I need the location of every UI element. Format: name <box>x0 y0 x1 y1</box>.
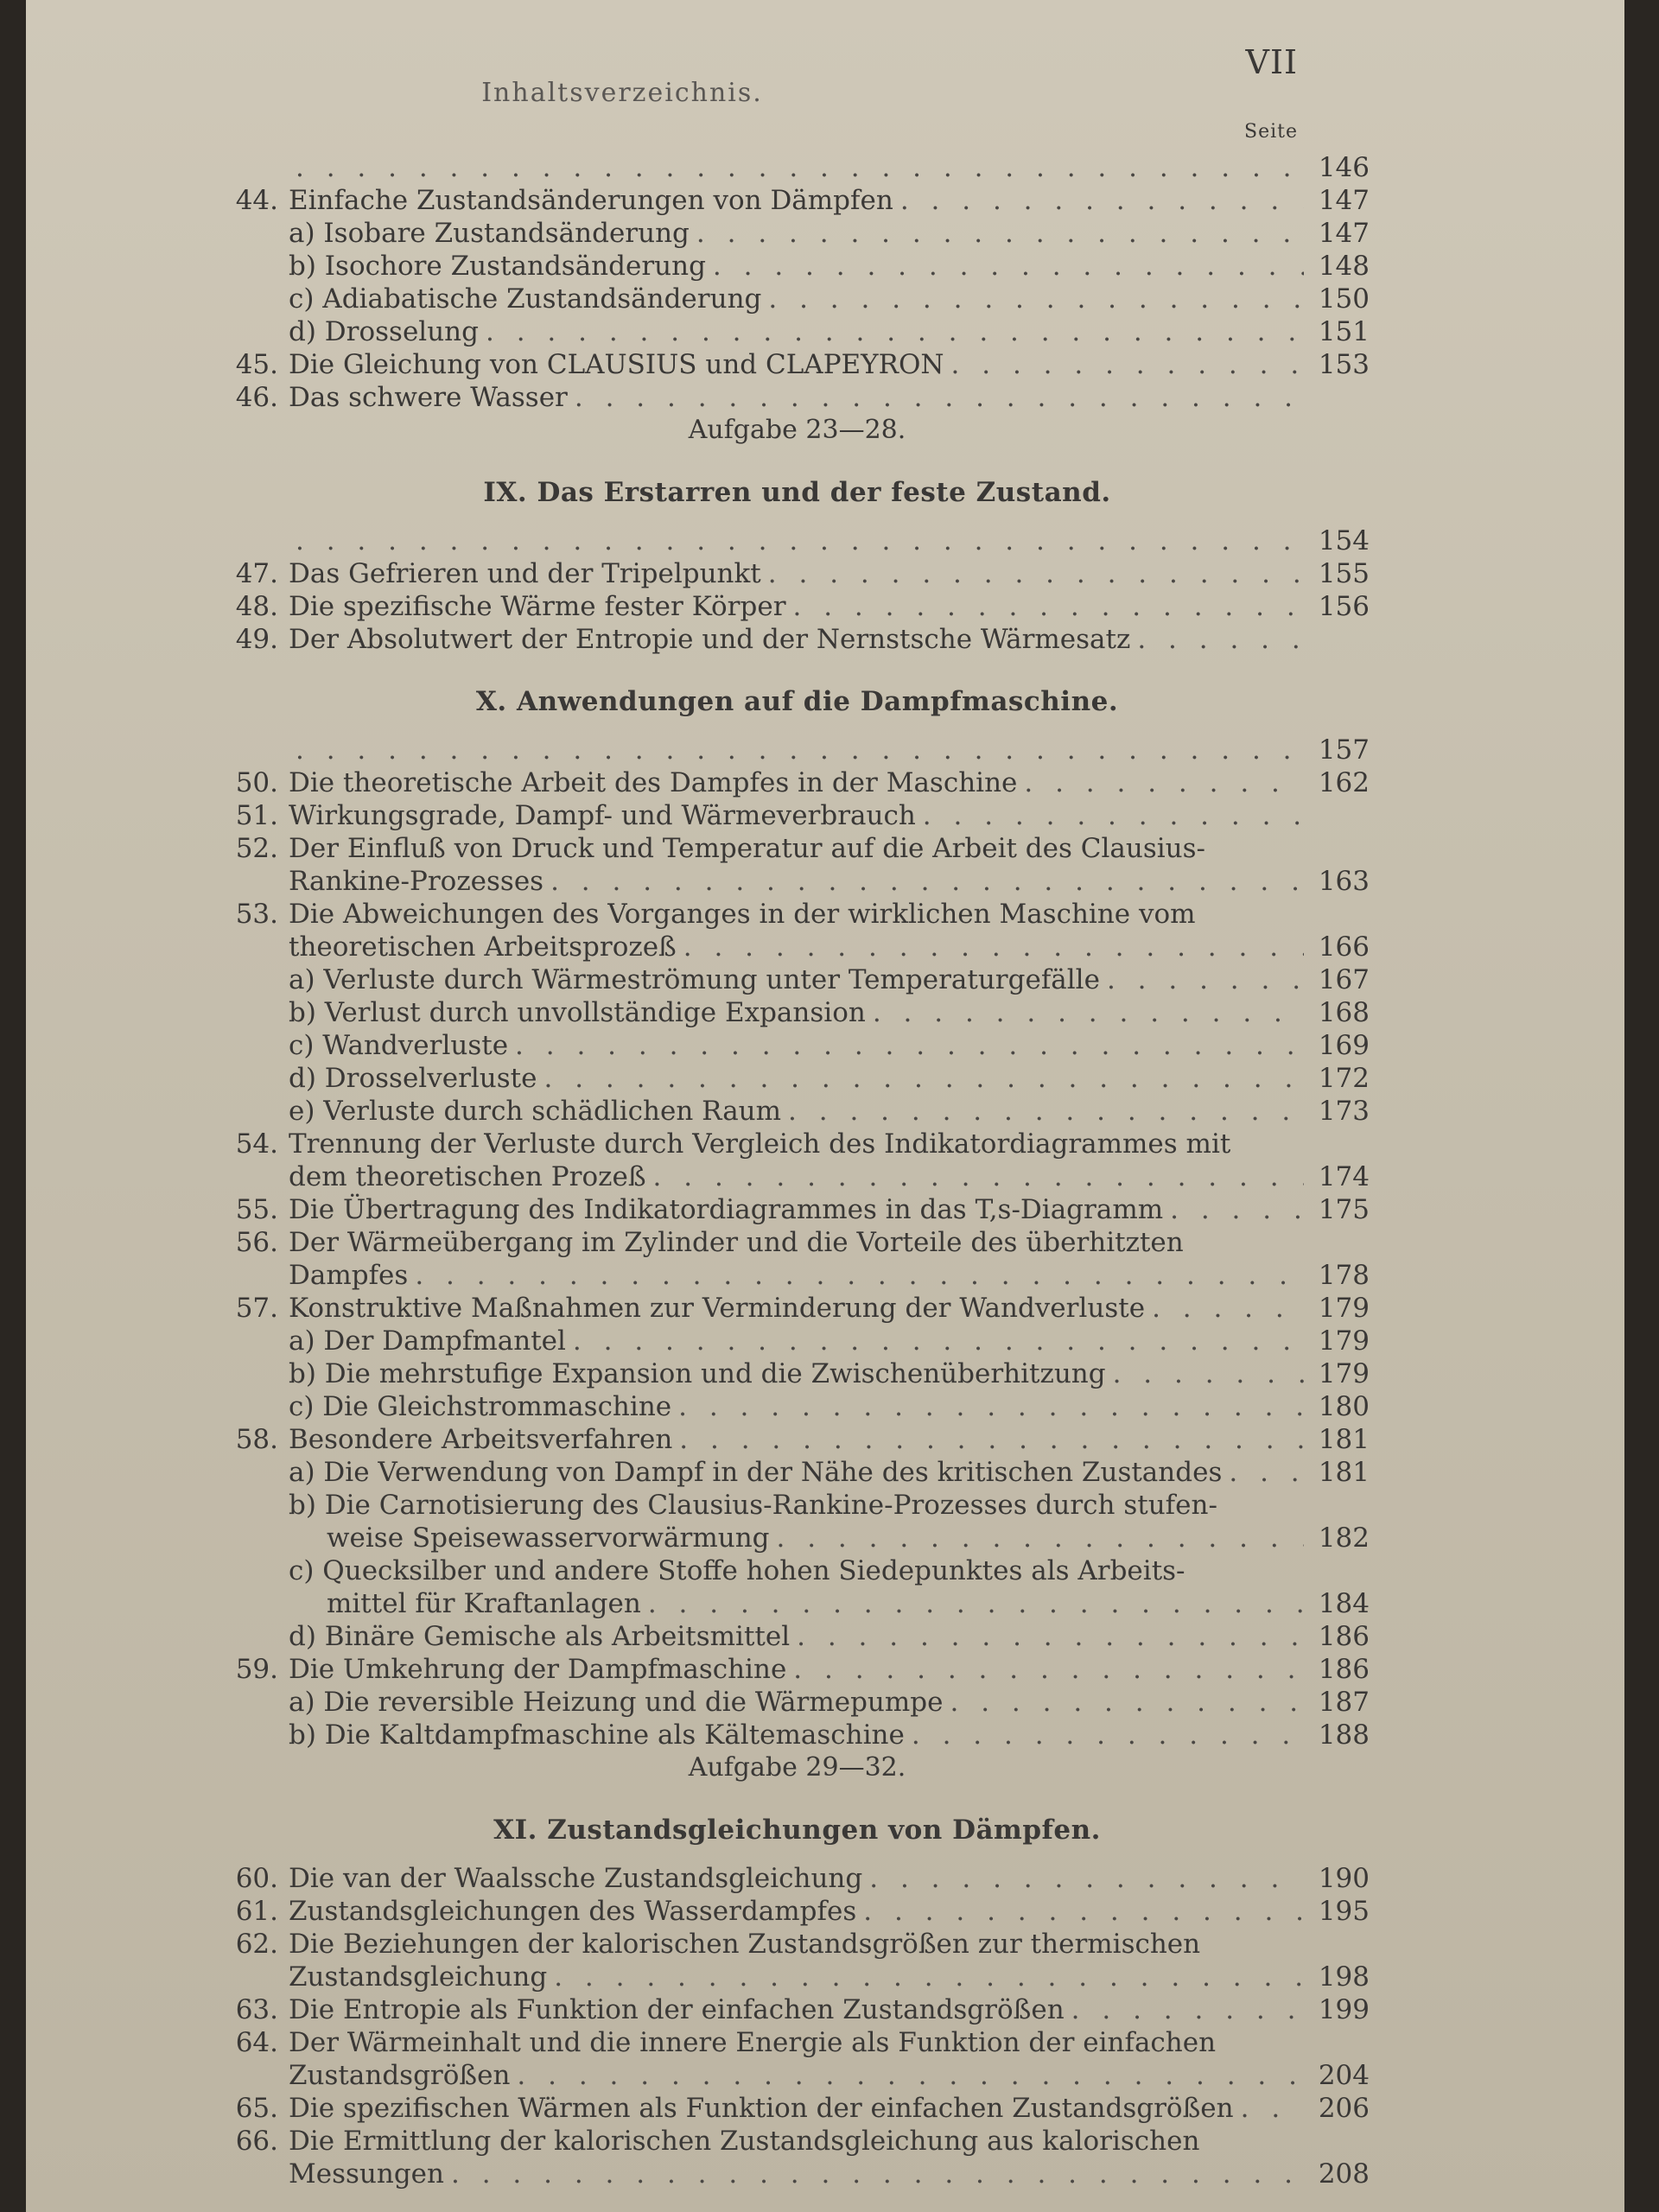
leader-dots <box>713 250 1304 283</box>
entry-number: 47. <box>235 558 278 589</box>
entry-number: 61. <box>235 1896 278 1927</box>
toc-entry <box>225 766 1370 799</box>
entry-title: Zustandsgleichung <box>289 1961 548 1993</box>
entry-page: 195 <box>1318 1896 1370 1927</box>
leader-dots <box>1241 2092 1304 2125</box>
entry-page: 204 <box>1318 2060 1370 2091</box>
leader-dots <box>486 315 1304 348</box>
toc-entry <box>225 1423 1370 1456</box>
leader-dots <box>923 799 1304 832</box>
toc-entry <box>225 1653 1370 1686</box>
entry-page: 148 <box>1318 251 1370 282</box>
entry-page: 199 <box>1318 1994 1370 2025</box>
entry-title: Die Umkehrung der Dampfmaschine <box>289 1654 787 1685</box>
leader-dots <box>788 1095 1304 1128</box>
toc-entry <box>225 315 1370 348</box>
toc-entry <box>225 865 1370 898</box>
entry-title: Rankine-Prozesses <box>289 866 544 897</box>
entry-title: b) Die mehrstufige Expansion und die Zwischenüberhitzung <box>289 1358 1106 1389</box>
entry-page: 186 <box>1318 1654 1370 1685</box>
entry-page: 153 <box>1318 349 1370 380</box>
toc-entry <box>225 1193 1370 1226</box>
toc-entry <box>225 1587 1370 1620</box>
entry-title: d) Drosselverluste <box>289 1063 537 1094</box>
exercise-range: Aufgabe 29—32. <box>688 1752 906 1783</box>
leader-dots <box>863 1895 1304 1928</box>
entry-page: 181 <box>1318 1424 1370 1455</box>
toc-subentry-lead <box>225 1489 1370 1522</box>
entry-page: 188 <box>1318 1719 1370 1751</box>
toc-entry <box>225 1961 1370 1993</box>
entry-title: Die van der Waalssche Zustandsgleichung <box>289 1863 863 1894</box>
toc-entry <box>225 1259 1370 1292</box>
column-label-seite: Seite <box>1244 121 1298 143</box>
toc-subentry-lead <box>225 1554 1370 1587</box>
toc-entry-lead <box>225 1928 1370 1961</box>
toc-entry <box>225 557 1370 590</box>
entry-page: 163 <box>1318 866 1370 897</box>
toc-entry <box>225 151 1370 184</box>
book-page <box>26 0 1624 2212</box>
leader-dots <box>415 1259 1304 1292</box>
toc-entry-lead <box>225 832 1370 865</box>
entry-page: 151 <box>1318 316 1370 347</box>
toc-entry <box>225 734 1370 766</box>
entry-title: theoretischen Arbeitsprozeß <box>289 931 677 963</box>
entry-title: b) Die Kaltdampfmaschine als Kältemaschine <box>289 1719 905 1751</box>
entry-title: mittel für Kraftanlagen <box>327 1588 641 1619</box>
entry-title: Der Einfluß von Druck und Temperatur auf die Arbeit des Clausius- <box>289 833 1206 864</box>
entry-number: 63. <box>235 1994 278 2025</box>
entry-page: 162 <box>1318 767 1370 798</box>
toc-entry <box>225 524 1370 557</box>
toc-entry <box>225 381 1370 414</box>
entry-page: 147 <box>1318 218 1370 249</box>
entry-title: Messungen <box>289 2158 444 2190</box>
toc-entry <box>225 1895 1370 1928</box>
entry-title: a) Der Dampfmantel <box>289 1325 566 1357</box>
leader-dots <box>869 1862 1304 1895</box>
entry-title: c) Die Gleichstrommaschine <box>289 1391 672 1422</box>
entry-page: 179 <box>1318 1325 1370 1357</box>
entry-number: 58. <box>235 1424 278 1455</box>
entry-title: d) Drosselung <box>289 316 479 347</box>
leader-dots <box>550 865 1304 898</box>
leader-dots <box>1229 1456 1304 1489</box>
entry-page: 173 <box>1318 1096 1370 1127</box>
leader-dots <box>1107 963 1304 996</box>
leader-dots <box>900 184 1304 217</box>
toc-entry <box>225 283 1370 315</box>
leader-dots <box>648 1587 1304 1620</box>
entry-page: 172 <box>1318 1063 1370 1094</box>
entry-title: Die spezifische Wärme fester Körper <box>289 591 786 622</box>
entry-title: weise Speisewasservorwärmung <box>327 1522 770 1554</box>
chapter-heading: X. Anwendungen auf die Dampfmaschine. <box>475 686 1119 717</box>
entry-title: c) Quecksilber und andere Stoffe hohen Siedepunktes als Arbeits- <box>289 1555 1185 1586</box>
chapter-heading: XI. Zustandsgleichungen von Dämpfen. <box>493 1815 1101 1846</box>
leader-dots <box>696 217 1304 250</box>
entry-number: 57. <box>235 1293 278 1324</box>
entry-title: Der Wärmeinhalt und die innere Energie als Funktion der einfachen <box>289 2027 1217 2058</box>
entry-number: 56. <box>235 1227 278 1258</box>
leader-dots <box>543 1062 1304 1095</box>
entry-page: 182 <box>1318 1522 1370 1554</box>
entry-page: 175 <box>1318 1194 1370 1225</box>
toc-entry <box>225 1390 1370 1423</box>
leader-dots <box>873 996 1304 1029</box>
entry-number: 59. <box>235 1654 278 1685</box>
entry-number: 53. <box>235 899 278 930</box>
entry-title: Die Ermittlung der kalorischen Zustandsgleichung aus kalorischen <box>289 2126 1200 2157</box>
toc-entry <box>225 931 1370 963</box>
entry-title: Zustandsgleichungen des Wasserdampfes <box>289 1896 857 1927</box>
toc-entry <box>225 996 1370 1029</box>
leader-dots <box>777 1522 1305 1554</box>
leader-dots <box>679 1423 1304 1456</box>
leader-dots <box>678 1390 1304 1423</box>
entry-number: 44. <box>235 185 278 216</box>
entry-page: 154 <box>1318 525 1370 556</box>
entry-title: d) Binäre Gemische als Arbeitsmittel <box>289 1621 791 1652</box>
entry-page: 168 <box>1318 997 1370 1028</box>
toc-entry <box>225 1993 1370 2026</box>
entry-number: 65. <box>235 2093 278 2124</box>
entry-page: 198 <box>1318 1961 1370 1993</box>
toc-entry <box>225 1095 1370 1128</box>
leader-dots <box>451 2158 1304 2190</box>
toc-entry <box>225 799 1370 832</box>
entry-title: e) Verluste durch schädlichen Raum <box>289 1096 782 1127</box>
toc-entry <box>225 217 1370 250</box>
leader-dots <box>1113 1357 1304 1390</box>
toc-entry <box>225 1686 1370 1719</box>
leader-dots <box>683 931 1304 963</box>
leader-dots <box>768 283 1304 315</box>
leader-dots <box>653 1160 1304 1193</box>
leader-dots <box>793 1653 1304 1686</box>
exercise-range: Aufgabe 23—28. <box>688 415 906 445</box>
entry-title: b) Verlust durch unvollständige Expansion <box>289 997 866 1028</box>
entry-title: Die theoretische Arbeit des Dampfes in der Maschine <box>289 767 1018 798</box>
entry-title: c) Adiabatische Zustandsänderung <box>289 283 762 315</box>
leader-dots <box>575 381 1304 414</box>
entry-page: 147 <box>1318 185 1370 216</box>
entry-title: Die Übertragung des Indikatordiagrammes in das T,s-Diagramm <box>289 1194 1164 1225</box>
entry-page: 178 <box>1318 1260 1370 1291</box>
toc-entry <box>225 1719 1370 1751</box>
entry-title: Die Beziehungen der kalorischen Zustandsgrößen zur thermischen <box>289 1929 1201 1960</box>
toc-entry <box>225 1862 1370 1895</box>
entry-number: 46. <box>235 382 278 413</box>
entry-number: 66. <box>235 2126 278 2157</box>
entry-page: 146 <box>1318 152 1370 183</box>
leader-dots <box>950 1686 1304 1719</box>
entry-page: 169 <box>1318 1030 1370 1061</box>
leader-dots <box>1170 1193 1304 1226</box>
entry-title: Zustandsgrößen <box>289 2060 511 2091</box>
entry-page: 179 <box>1318 1293 1370 1324</box>
leader-dots <box>554 1961 1304 1993</box>
entry-title: Das schwere Wasser <box>289 382 568 413</box>
entry-title: Einfache Zustandsänderungen von Dämpfen <box>289 185 893 216</box>
entry-page: 186 <box>1318 1621 1370 1652</box>
leader-dots <box>912 1719 1304 1751</box>
chapter-heading: IX. Das Erstarren und der feste Zustand. <box>483 477 1111 508</box>
entry-number: 50. <box>235 767 278 798</box>
entry-page: 181 <box>1318 1457 1370 1488</box>
entry-number: 49. <box>235 624 278 655</box>
leader-dots <box>797 1620 1304 1653</box>
toc-entry <box>225 1620 1370 1653</box>
toc-entry <box>225 590 1370 623</box>
entry-title: Das Gefrieren und der Tripelpunkt <box>289 558 761 589</box>
leader-dots <box>1024 766 1304 799</box>
toc-entry-lead <box>225 1128 1370 1160</box>
entry-title: Trennung der Verluste durch Vergleich des Indikatordiagrammes mit <box>289 1128 1231 1160</box>
page-number: VII <box>1245 43 1298 81</box>
toc-entry <box>225 184 1370 217</box>
entry-number: 51. <box>235 800 278 831</box>
toc-entry <box>225 2158 1370 2190</box>
entry-page: 206 <box>1318 2093 1370 2124</box>
entry-title: Die Entropie als Funktion der einfachen Zustandsgrößen <box>289 1994 1065 2025</box>
entry-title: Die Gleichung von CLAUSIUS und CLAPEYRON <box>289 349 944 380</box>
entry-page: 187 <box>1318 1687 1370 1718</box>
entry-title: Dampfes <box>289 1260 409 1291</box>
toc-entry <box>225 1029 1370 1062</box>
entry-title: c) Wandverluste <box>289 1030 509 1061</box>
leader-dots <box>1137 623 1304 656</box>
toc-entry <box>225 250 1370 283</box>
toc-entry <box>225 963 1370 996</box>
leader-dots <box>296 524 1304 557</box>
entry-title: b) Isochore Zustandsänderung <box>289 251 706 282</box>
entry-title: a) Die Verwendung von Dampf in der Nähe des kritischen Zustandes <box>289 1457 1223 1488</box>
entry-title: Der Absolutwert der Entropie und der Nernstsche Wärmesatz <box>289 624 1131 655</box>
entry-number: 48. <box>235 591 278 622</box>
entry-page: 174 <box>1318 1161 1370 1192</box>
entry-page: 184 <box>1318 1588 1370 1619</box>
entry-title: b) Die Carnotisierung des Clausius-Rankine-Prozesses durch stufen- <box>289 1490 1217 1521</box>
leader-dots <box>768 557 1304 590</box>
toc-entry <box>225 1160 1370 1193</box>
entry-title: a) Die reversible Heizung und die Wärmepumpe <box>289 1687 944 1718</box>
entry-title: Die spezifischen Wärmen als Funktion der einfachen Zustandsgrößen <box>289 2093 1234 2124</box>
entry-title: Besondere Arbeitsverfahren <box>289 1424 673 1455</box>
leader-dots <box>515 1029 1304 1062</box>
entry-title: a) Isobare Zustandsänderung <box>289 218 690 249</box>
toc-entry-lead <box>225 2026 1370 2059</box>
entry-number: 64. <box>235 2027 278 2058</box>
leader-dots <box>1071 1993 1304 2026</box>
entry-number: 54. <box>235 1128 278 1160</box>
entry-page: 150 <box>1318 283 1370 315</box>
entry-page: 156 <box>1318 591 1370 622</box>
toc-entry-lead <box>225 2125 1370 2158</box>
toc-entry-lead <box>225 898 1370 931</box>
entry-page: 208 <box>1318 2158 1370 2190</box>
entry-page: 167 <box>1318 964 1370 995</box>
entry-title: Der Wärmeübergang im Zylinder und die Vorteile des überhitzten <box>289 1227 1184 1258</box>
entry-title: Konstruktive Maßnahmen zur Verminderung der Wandverluste <box>289 1293 1146 1324</box>
toc-entry <box>225 1292 1370 1325</box>
leader-dots <box>793 590 1304 623</box>
entry-number: 45. <box>235 349 278 380</box>
entry-page: 166 <box>1318 931 1370 963</box>
leader-dots <box>573 1325 1304 1357</box>
entry-page: 180 <box>1318 1391 1370 1422</box>
toc-entry <box>225 348 1370 381</box>
entry-title: dem theoretischen Prozeß <box>289 1161 646 1192</box>
entry-number: 60. <box>235 1863 278 1894</box>
entry-page: 179 <box>1318 1358 1370 1389</box>
toc-entry <box>225 623 1370 656</box>
leader-dots <box>296 151 1304 184</box>
entry-title: Wirkungsgrade, Dampf- und Wärmeverbrauch <box>289 800 916 831</box>
table-of-contents <box>225 151 1370 2190</box>
entry-page: 190 <box>1318 1863 1370 1894</box>
toc-entry-lead <box>225 1226 1370 1259</box>
toc-entry <box>225 1325 1370 1357</box>
toc-entry <box>225 1456 1370 1489</box>
leader-dots <box>951 348 1304 381</box>
entry-title: Die Abweichungen des Vorganges in der wirklichen Maschine vom <box>289 899 1196 930</box>
toc-entry <box>225 2059 1370 2092</box>
entry-title: a) Verluste durch Wärmeströmung unter Temperaturgefälle <box>289 964 1100 995</box>
entry-number: 55. <box>235 1194 278 1225</box>
leader-dots <box>517 2059 1304 2092</box>
leader-dots <box>296 734 1304 766</box>
entry-number: 52. <box>235 833 278 864</box>
toc-entry <box>225 1062 1370 1095</box>
entry-number: 62. <box>235 1929 278 1960</box>
toc-entry <box>225 1522 1370 1554</box>
entry-page: 157 <box>1318 734 1370 766</box>
toc-entry <box>225 1357 1370 1390</box>
toc-entry <box>225 2092 1370 2125</box>
leader-dots <box>1152 1292 1304 1325</box>
running-title: Inhaltsverzeichnis. <box>481 78 763 108</box>
entry-page: 155 <box>1318 558 1370 589</box>
